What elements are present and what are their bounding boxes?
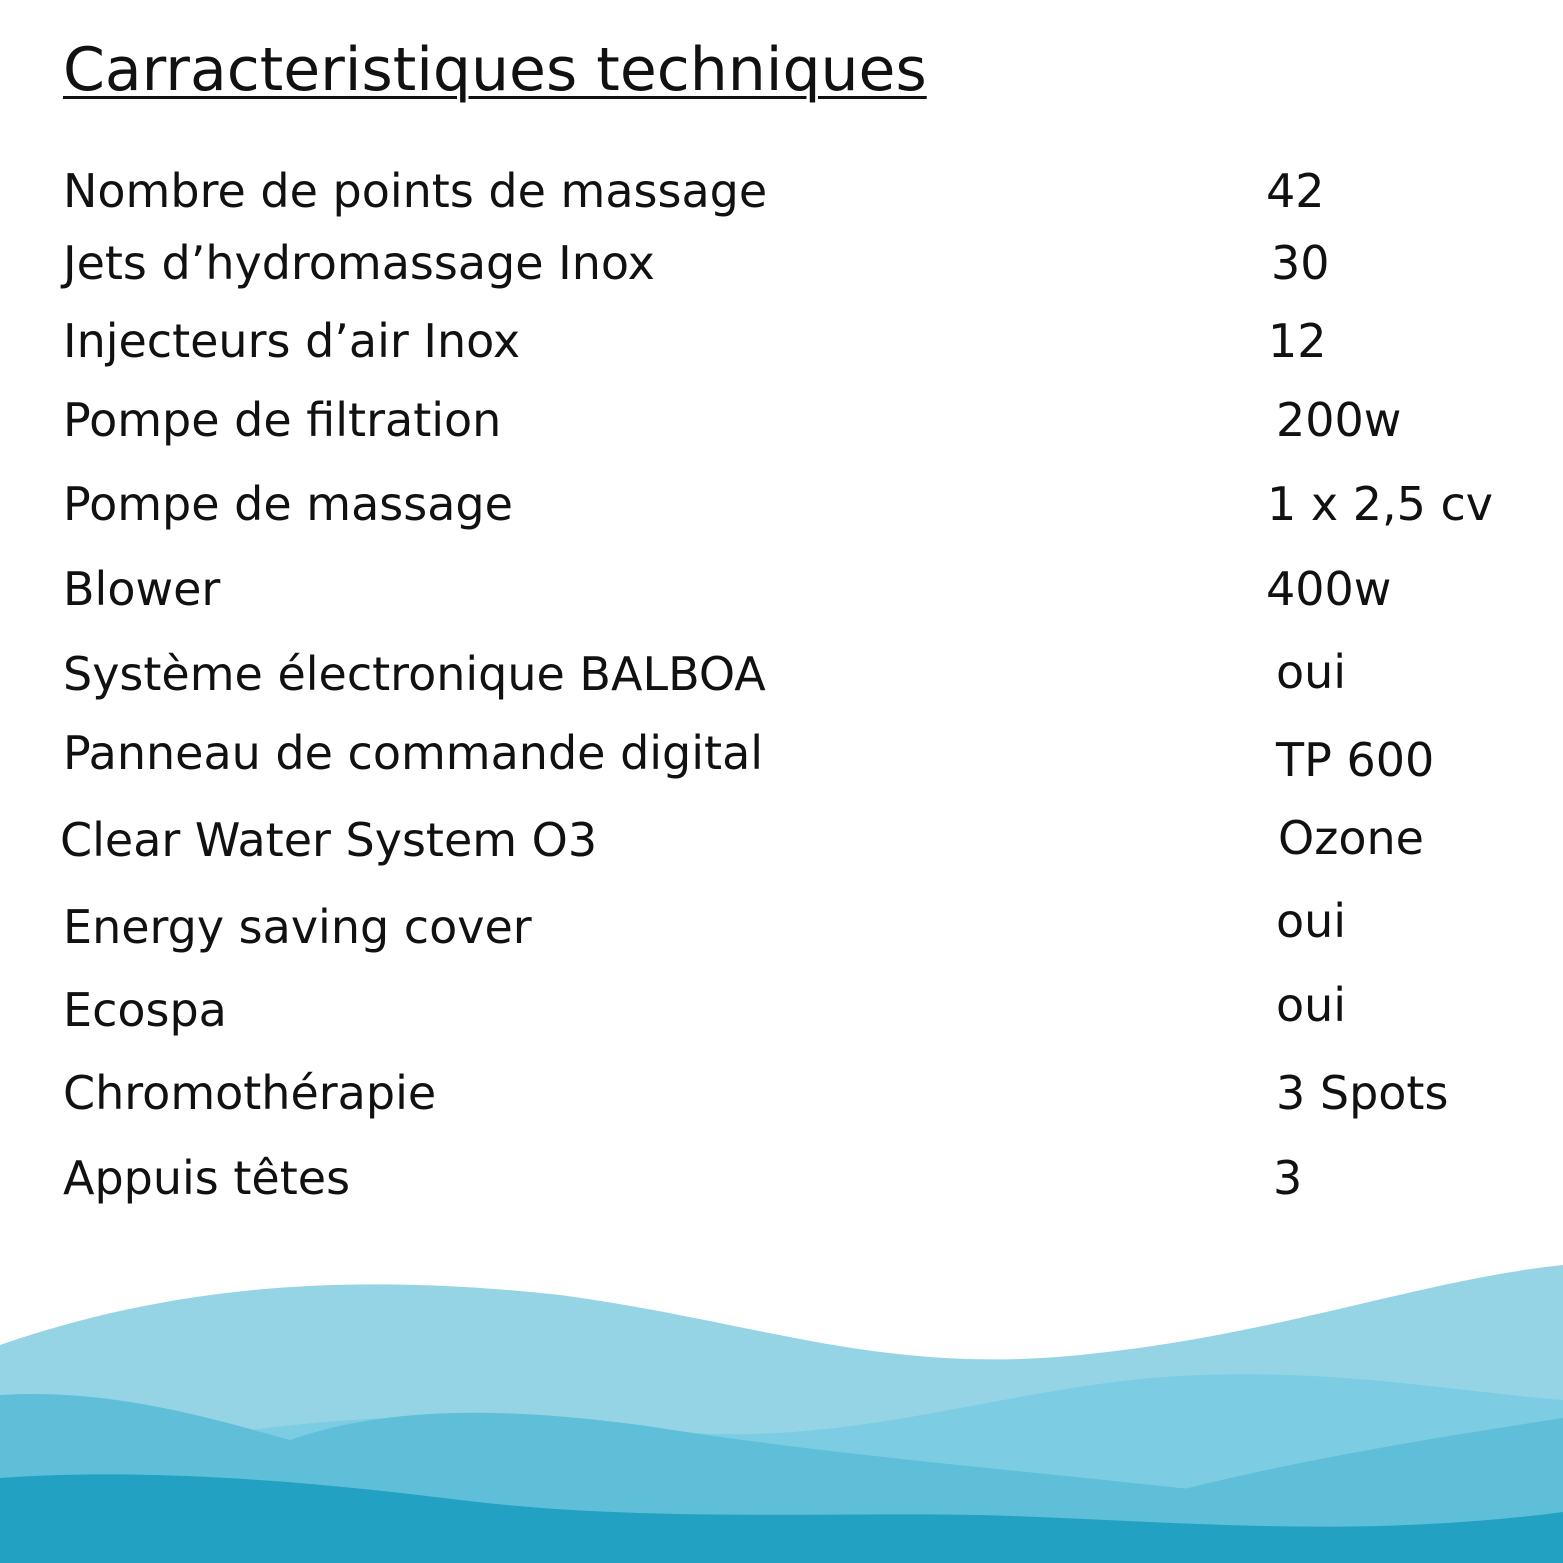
spec-value: TP 600 xyxy=(1276,733,1435,787)
spec-label: Ecospa xyxy=(63,983,227,1037)
spec-value: Ozone xyxy=(1278,811,1424,865)
spec-value: 42 xyxy=(1266,164,1325,218)
spec-label: Chromothérapie xyxy=(63,1066,437,1120)
spec-value: 1 x 2,5 cv xyxy=(1267,477,1494,531)
spec-value: 30 xyxy=(1271,236,1330,290)
spec-value: oui xyxy=(1276,894,1347,948)
spec-value: 3 Spots xyxy=(1276,1066,1449,1120)
spec-label: Pompe de massage xyxy=(63,477,513,531)
spec-label: Blower xyxy=(63,562,221,616)
spec-value: oui xyxy=(1276,978,1347,1032)
wave-decoration xyxy=(0,1250,1563,1563)
page-title: Carracteristiques techniques xyxy=(63,35,927,105)
spec-label: Clear Water System O3 xyxy=(60,813,598,867)
spec-label: Energy saving cover xyxy=(63,900,532,954)
spec-value: 200w xyxy=(1276,393,1402,447)
spec-label: Jets d’hydromassage Inox xyxy=(63,236,655,290)
spec-label: Appuis têtes xyxy=(63,1151,351,1205)
spec-label: Pompe de filtration xyxy=(63,393,502,447)
spec-label: Nombre de points de massage xyxy=(63,164,768,218)
spec-value: oui xyxy=(1276,645,1347,699)
spec-value: 3 xyxy=(1273,1151,1303,1205)
spec-label: Système électronique BALBOA xyxy=(63,647,766,701)
spec-value: 400w xyxy=(1266,562,1392,616)
spec-value: 12 xyxy=(1268,314,1327,368)
spec-label: Injecteurs d’air Inox xyxy=(63,314,521,368)
spec-label: Panneau de commande digital xyxy=(63,726,764,780)
